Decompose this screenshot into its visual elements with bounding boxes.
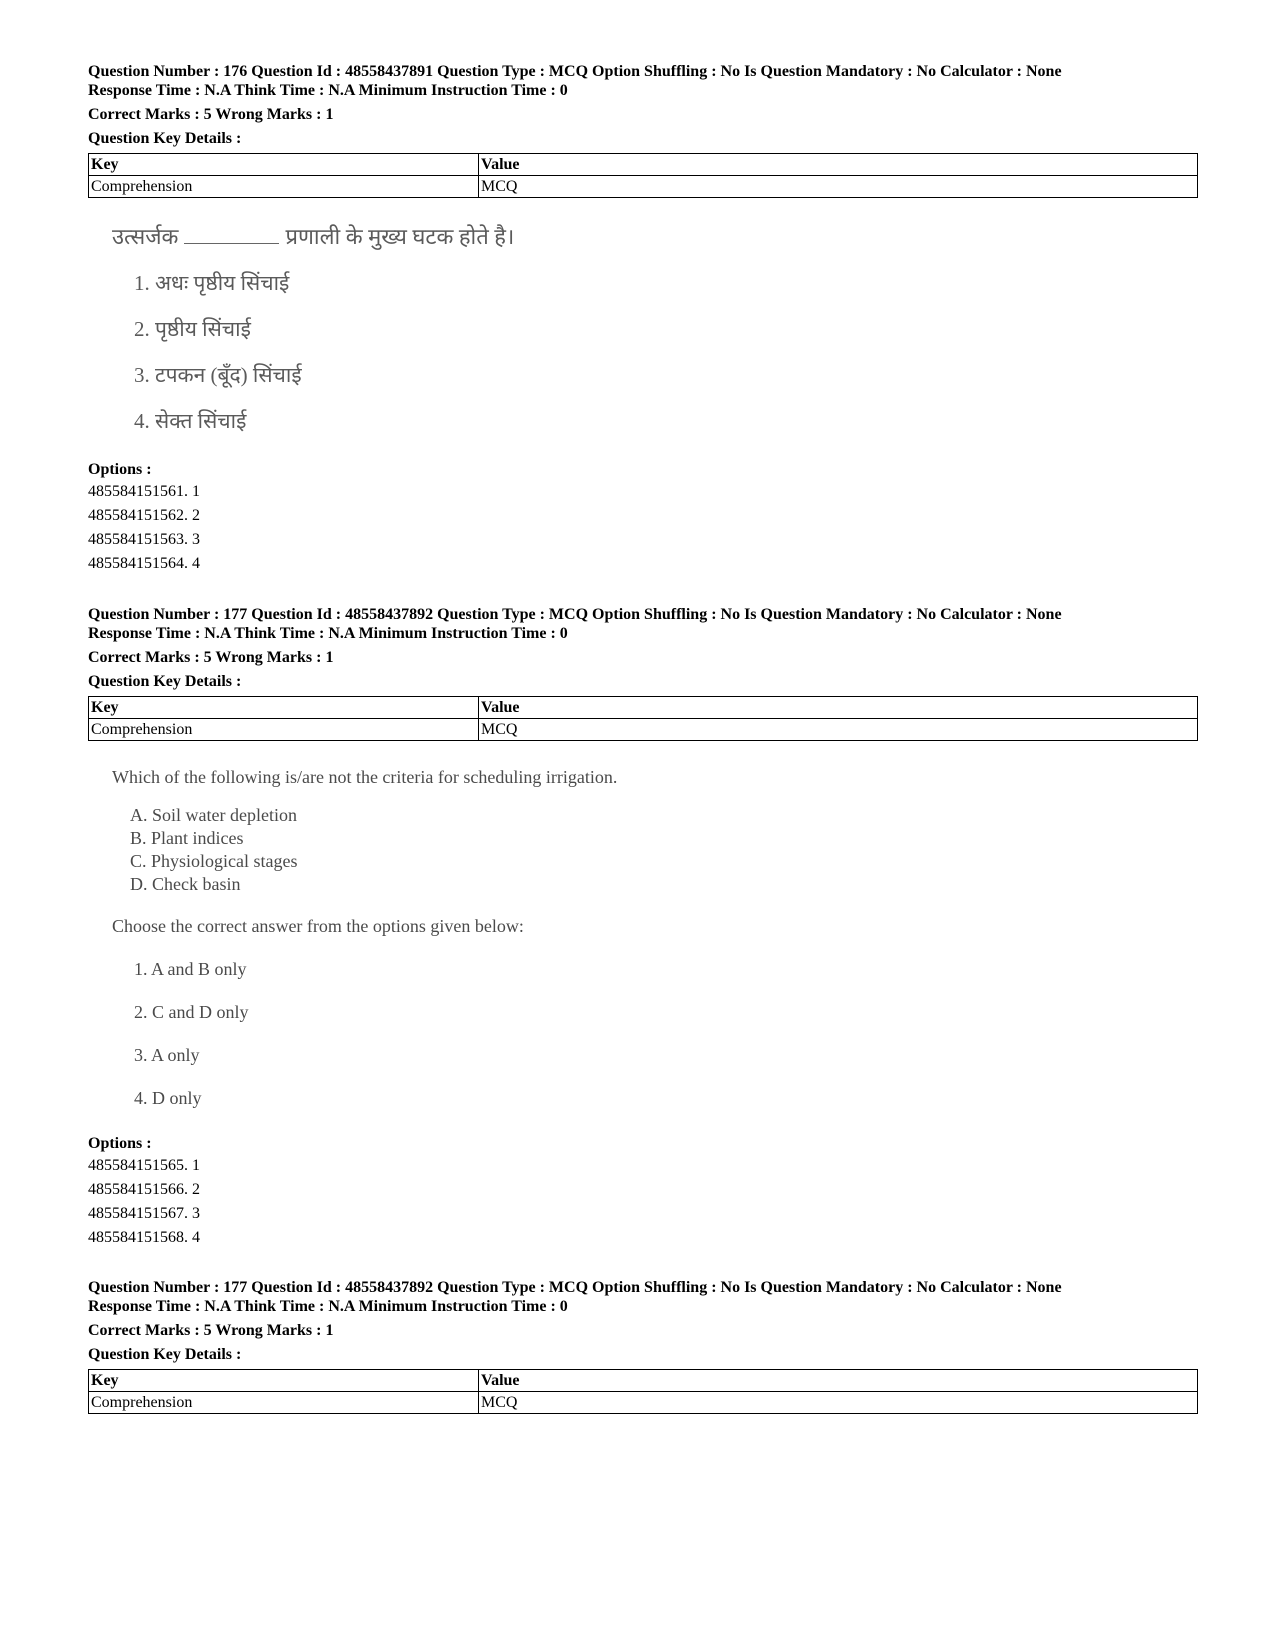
table-row [89, 176, 1198, 198]
table-header-value: Value [479, 697, 1198, 719]
key-details-table [88, 1369, 1198, 1414]
choice-item: 3. A only [134, 1045, 200, 1065]
options-block-177 [88, 1134, 200, 1250]
table-header-key: Key [89, 1370, 479, 1392]
question-stem [112, 222, 712, 252]
question-meta-line: Question Number : 177 Question Id : 48558437892 Question Type : MCQ Option Shuffling : No Is Question Mandatory : No Calculator : None [88, 606, 1062, 623]
question-timing-line: Response Time : N.A Think Time : N.A Minimum Instruction Time : 0 [88, 1298, 568, 1315]
option-item: 485584151563. 3 [88, 531, 200, 548]
table-cell-key: Comprehension [89, 176, 479, 198]
choice-item: 2. C and D only [134, 1002, 249, 1022]
statement-item: A. Soil water depletion [130, 805, 297, 825]
choice-list [112, 957, 732, 1110]
key-details-title: Question Key Details : [88, 1346, 242, 1363]
choice-item: 4. D only [134, 1088, 202, 1108]
question-meta-line: Question Number : 177 Question Id : 48558437892 Question Type : MCQ Option Shuffling : No Is Question Mandatory : No Calculator : None [88, 1279, 1062, 1296]
question-block-177-repeat [88, 1278, 1198, 1414]
option-item: 485584151565. 1 [88, 1157, 200, 1174]
key-details-title: Question Key Details : [88, 673, 242, 690]
key-details-table [88, 153, 1198, 198]
table-cell-value: MCQ [479, 176, 1198, 198]
question-instruction: Choose the correct answer from the options given below: [112, 916, 524, 936]
question-image-english [112, 765, 732, 1110]
choice-item: 3. टपकन (बूँद) सिंचाई [134, 363, 302, 387]
stem-before-blank: उत्सर्जक [112, 224, 179, 249]
options-block-176 [88, 460, 200, 576]
key-details-title: Question Key Details : [88, 130, 242, 147]
table-header-row [89, 697, 1198, 719]
key-details-table [88, 696, 1198, 741]
marks-line: Correct Marks : 5 Wrong Marks : 1 [88, 106, 334, 123]
table-header-value: Value [479, 1370, 1198, 1392]
statement-item: C. Physiological stages [130, 851, 298, 871]
options-title: Options : [88, 461, 152, 478]
option-item: 485584151568. 4 [88, 1229, 200, 1246]
table-header-value: Value [479, 154, 1198, 176]
option-item: 485584151566. 2 [88, 1181, 200, 1198]
question-timing-line: Response Time : N.A Think Time : N.A Minimum Instruction Time : 0 [88, 82, 568, 99]
choice-item: 2. पृष्ठीय सिंचाई [134, 317, 251, 341]
table-header-key: Key [89, 154, 479, 176]
question-block-177 [88, 605, 1198, 741]
question-meta-line: Question Number : 176 Question Id : 48558437891 Question Type : MCQ Option Shuffling : No Is Question Mandatory : No Calculator : None [88, 63, 1062, 80]
choice-item: 1. अधः पृष्ठीय सिंचाई [134, 271, 290, 295]
table-header-key: Key [89, 697, 479, 719]
statement-item: D. Check basin [130, 874, 241, 894]
choice-item: 4. सेक्त सिंचाई [134, 409, 247, 433]
question-image-hindi [112, 222, 712, 436]
stem-after-blank: प्रणाली के मुख्य घटक होते है। [285, 224, 515, 249]
marks-line: Correct Marks : 5 Wrong Marks : 1 [88, 649, 334, 666]
question-timing-line: Response Time : N.A Think Time : N.A Minimum Instruction Time : 0 [88, 625, 568, 642]
table-cell-value: MCQ [479, 719, 1198, 741]
table-cell-key: Comprehension [89, 1392, 479, 1414]
statement-list [112, 804, 732, 896]
question-block-176 [88, 62, 1198, 198]
choice-item: 1. A and B only [134, 959, 247, 979]
statement-item: B. Plant indices [130, 828, 244, 848]
marks-line: Correct Marks : 5 Wrong Marks : 1 [88, 1322, 334, 1339]
table-cell-key: Comprehension [89, 719, 479, 741]
option-item: 485584151564. 4 [88, 555, 200, 572]
option-item: 485584151567. 3 [88, 1205, 200, 1222]
options-title: Options : [88, 1135, 152, 1152]
table-cell-value: MCQ [479, 1392, 1198, 1414]
fill-blank [184, 225, 279, 244]
option-item: 485584151561. 1 [88, 483, 200, 500]
table-row [89, 1392, 1198, 1414]
table-header-row [89, 1370, 1198, 1392]
table-row [89, 719, 1198, 741]
question-stem: Which of the following is/are not the criteria for scheduling irrigation. [112, 767, 618, 787]
table-header-row [89, 154, 1198, 176]
option-item: 485584151562. 2 [88, 507, 200, 524]
